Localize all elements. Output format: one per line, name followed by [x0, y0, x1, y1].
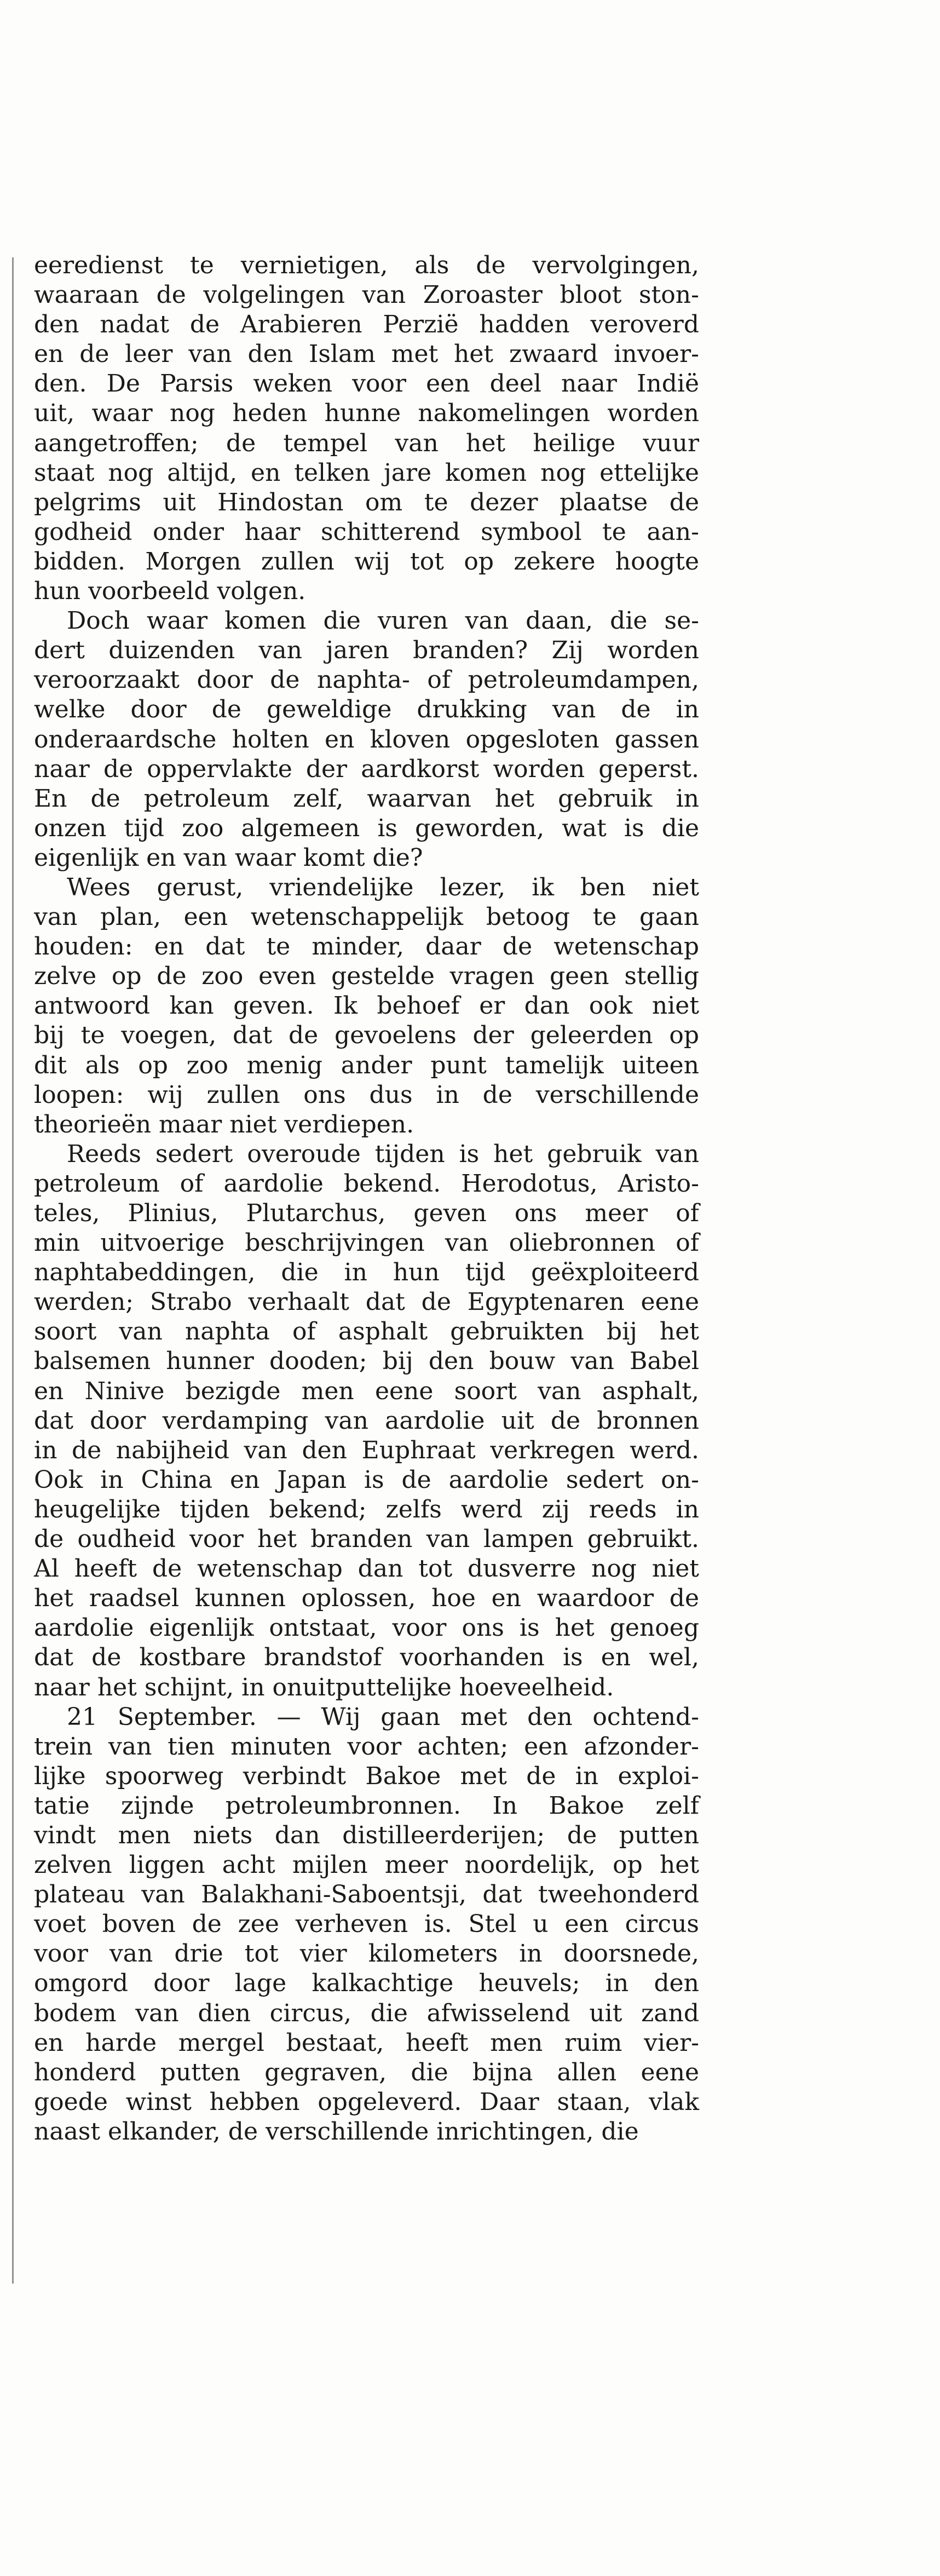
text-line: dat door verdamping van aardolie uit de bronnen	[34, 1406, 699, 1435]
text-line: lijke spoorweg verbindt Bakoe met de in exploi-	[34, 1762, 699, 1790]
text-line: theorieën maar niet verdiepen.	[34, 1110, 414, 1138]
text-line: voet boven de zee verheven is. Stel u een circus	[34, 1910, 699, 1939]
text-line: zelven liggen acht mijlen meer noordelijk, op het	[34, 1851, 699, 1879]
text-line: honderd putten gegraven, die bijna allen eene	[34, 2058, 699, 2086]
text-line: goede winst hebben opgeleverd. Daar staan, vlak	[34, 2088, 699, 2116]
text-line: soort van naphta of asphalt gebruikten bij het	[34, 1318, 699, 1346]
paragraph	[34, 251, 699, 606]
text-line: trein van tien minuten voor achten; een afzonder-	[34, 1732, 699, 1761]
text-line: bidden. Morgen zullen wij tot op zekere hoogte	[34, 547, 699, 576]
paragraph	[34, 606, 699, 873]
text-line: bij te voegen, dat de gevoelens der geleerden op	[34, 1021, 699, 1050]
text-line: naast elkander, de verschillende inrichtingen, die	[34, 2117, 639, 2146]
text-line: vindt men niets dan distilleerderijen; de putten	[34, 1821, 699, 1849]
text-line: loopen: wij zullen ons dus in de verschillende	[34, 1080, 699, 1109]
text-line: en Ninive bezigde men eene soort van asphalt,	[34, 1377, 699, 1405]
text-line: dit als op zoo menig ander punt tamelijk uiteen	[34, 1051, 699, 1079]
text-line: in de nabijheid van den Euphraat verkregen werd.	[34, 1436, 699, 1464]
margin-rule	[12, 257, 14, 2284]
text-line: den. De Parsis weken voor een deel naar Indië	[34, 370, 699, 398]
text-line: naar het schijnt, in onuitputtelijke hoeveelheid.	[34, 1673, 614, 1701]
text-line: Doch waar komen die vuren van daan, die se-	[67, 607, 699, 635]
text-line: Reeds sedert overoude tijden is het gebruik van	[67, 1140, 699, 1168]
text-line: tatie zijnde petroleumbronnen. In Bakoe zelf	[34, 1791, 699, 1820]
text-line: aangetroffen; de tempel van het heilige vuur	[34, 429, 699, 457]
text-line: uit, waar nog heden hunne nakomelingen worden	[34, 399, 699, 428]
text-line: teles, Plinius, Plutarchus, geven ons meer of	[34, 1199, 699, 1227]
text-line: 21 September. — Wij gaan met den ochtend-	[67, 1703, 699, 1731]
text-line: pelgrims uit Hindostan om te dezer plaatse de	[34, 488, 699, 516]
text-line: onderaardsche holten en kloven opgesloten gassen	[34, 725, 699, 754]
text-line: min uitvoerige beschrijvingen van oliebronnen of	[34, 1229, 699, 1257]
text-line: waaraan de volgelingen van Zoroaster bloot ston-	[34, 281, 699, 309]
text-line: dat de kostbare brandstof voorhanden is en wel,	[34, 1643, 699, 1672]
text-line: van plan, een wetenschappelijk betoog te gaan	[34, 903, 699, 932]
text-line: houden: en dat te minder, daar de wetenschap	[34, 933, 699, 961]
text-line: dert duizenden van jaren branden? Zij worden	[34, 636, 699, 665]
text-line: petroleum of aardolie bekend. Herodotus, Aristo-	[34, 1169, 699, 1198]
paragraph	[34, 873, 699, 1140]
text-line: omgord door lage kalkachtige heuvels; in den	[34, 1969, 699, 1998]
text-line: den nadat de Arabieren Perzië hadden veroverd	[34, 311, 699, 339]
text-line: naphtabeddingen, die in hun tijd geëxploiteerd	[34, 1258, 699, 1287]
text-line: balsemen hunner dooden; bij den bouw van Babel	[34, 1347, 699, 1376]
text-line: de oudheid voor het branden van lampen gebruikt.	[34, 1525, 699, 1554]
text-line: heugelijke tijden bekend; zelfs werd zij reeds in	[34, 1495, 699, 1523]
text-line: zelve op de zoo even gestelde vragen geen stellig	[34, 962, 699, 991]
paragraph	[34, 1140, 699, 1703]
text-line: Ook in China en Japan is de aardolie sedert on-	[34, 1465, 699, 1494]
text-line: plateau van Balakhani-Saboentsji, dat tweehonderd	[34, 1881, 699, 1909]
body-text	[34, 251, 699, 2147]
text-line: werden; Strabo verhaalt dat de Egyptenaren eene	[34, 1288, 699, 1316]
text-line: bodem van dien circus, die afwisselend uit zand	[34, 1999, 699, 2027]
text-line: voor van drie tot vier kilometers in doorsnede,	[34, 1940, 699, 1968]
text-line: het raadsel kunnen oplossen, hoe en waardoor de	[34, 1584, 699, 1613]
text-line: Al heeft de wetenschap dan tot dusverre nog niet	[34, 1555, 699, 1583]
text-line: welke door de geweldige drukking van de in	[34, 695, 699, 724]
text-line: en de leer van den Islam met het zwaard invoer-	[34, 340, 699, 369]
text-line: eeredienst te vernietigen, als de vervolgingen,	[34, 251, 699, 279]
text-line: godheid onder haar schitterend symbool te aan-	[34, 518, 699, 546]
text-line: veroorzaakt door de naphta- of petroleumdampen,	[34, 666, 699, 694]
text-line: antwoord kan geven. Ik behoef er dan ook niet	[34, 992, 699, 1020]
paragraph	[34, 1703, 699, 2147]
text-line: eigenlijk en van waar komt die?	[34, 843, 423, 872]
text-line: en harde mergel bestaat, heeft men ruim vier-	[34, 2028, 699, 2057]
text-line: Wees gerust, vriendelijke lezer, ik ben niet	[67, 873, 699, 901]
text-line: En de petroleum zelf, waarvan het gebruik in	[34, 784, 699, 813]
text-line: staat nog altijd, en telken jare komen nog ettelijke	[34, 458, 699, 487]
text-line: naar de oppervlakte der aardkorst worden geperst.	[34, 755, 699, 783]
text-line: hun voorbeeld volgen.	[34, 577, 306, 606]
text-line: onzen tijd zoo algemeen is geworden, wat is die	[34, 814, 699, 842]
text-line: aardolie eigenlijk ontstaat, voor ons is het genoeg	[34, 1614, 699, 1642]
